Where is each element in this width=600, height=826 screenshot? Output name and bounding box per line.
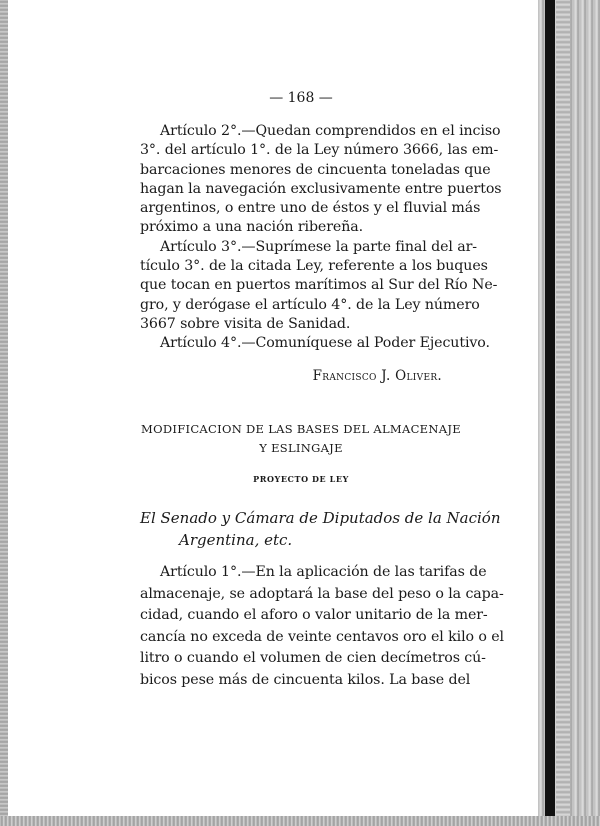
- article-2-line: barcaciones menores de cincuenta toneladas que: [140, 161, 491, 178]
- article-1-line: litro o cuando el volumen de cien decímetros cú-: [140, 650, 486, 666]
- article-1-paragraph: [140, 562, 504, 691]
- article-1-line: Artículo 1°.—En la aplicación de las tarifas de: [160, 564, 487, 580]
- article-1-line: cidad, cuando el aforo o valor unitario de la mer-: [140, 607, 488, 623]
- article-2-line: 3°. del artículo 1°. de la Ley número 3666, las em-: [140, 142, 499, 159]
- signature: Francisco J. Oliver.: [312, 368, 442, 384]
- bill-preamble: [140, 507, 501, 551]
- article-3-line: que tocan en puertos marítimos al Sur del Río Ne-: [140, 277, 498, 294]
- scan-right-edge-dark: [545, 0, 555, 826]
- scan-left-edge: [0, 0, 8, 826]
- article-3-line: tículo 3°. de la citada Ley, referente a los buques: [140, 258, 488, 275]
- article-1-line: bicos pese más de cincuenta kilos. La base del: [140, 671, 471, 688]
- bill-subheading: PROYECTO DE LEY: [253, 474, 349, 484]
- article-2-paragraph: [140, 122, 502, 238]
- section-heading-line-1: MODIFICACION DE LAS BASES DEL ALMACENAJE: [141, 422, 461, 436]
- article-1-line: cancía no exceda de veinte centavos oro el kilo o el: [140, 628, 504, 645]
- article-2-line: Artículo 2°.—Quedan comprendidos en el inciso: [160, 123, 501, 139]
- section-heading: [140, 420, 462, 458]
- article-1-line: almacenaje, se adoptará la base del peso o la capa-: [140, 585, 504, 602]
- article-4-paragraph: [140, 334, 490, 353]
- article-2-line: argentinos, o entre uno de éstos y el fluvial más: [140, 200, 481, 217]
- article-3-line: Artículo 3°.—Suprímese la parte final del ar-: [160, 238, 477, 255]
- article-2-line: hagan la navegación exclusivamente entre puertos: [140, 180, 502, 197]
- page-number: — 168 —: [269, 90, 333, 106]
- preamble-line-1: El Senado y Cámara de Diputados de la Nación: [140, 509, 501, 527]
- scan-bottom-edge: [0, 816, 600, 826]
- article-3-line: 3667 sobre visita de Sanidad.: [140, 315, 351, 332]
- section-heading-line-2: Y ESLINGAJE: [259, 441, 343, 455]
- article-3-line: gro, y derógase el artículo 4°. de la Ley número: [140, 296, 480, 313]
- article-4-line: Artículo 4°.—Comuníquese al Poder Ejecutivo.: [160, 335, 490, 352]
- article-2-line: próximo a una nación ribereña.: [140, 219, 364, 236]
- preamble-line-2: Argentina, etc.: [179, 531, 293, 549]
- article-3-paragraph: [140, 238, 498, 334]
- scan-right-edge-light: [556, 0, 570, 826]
